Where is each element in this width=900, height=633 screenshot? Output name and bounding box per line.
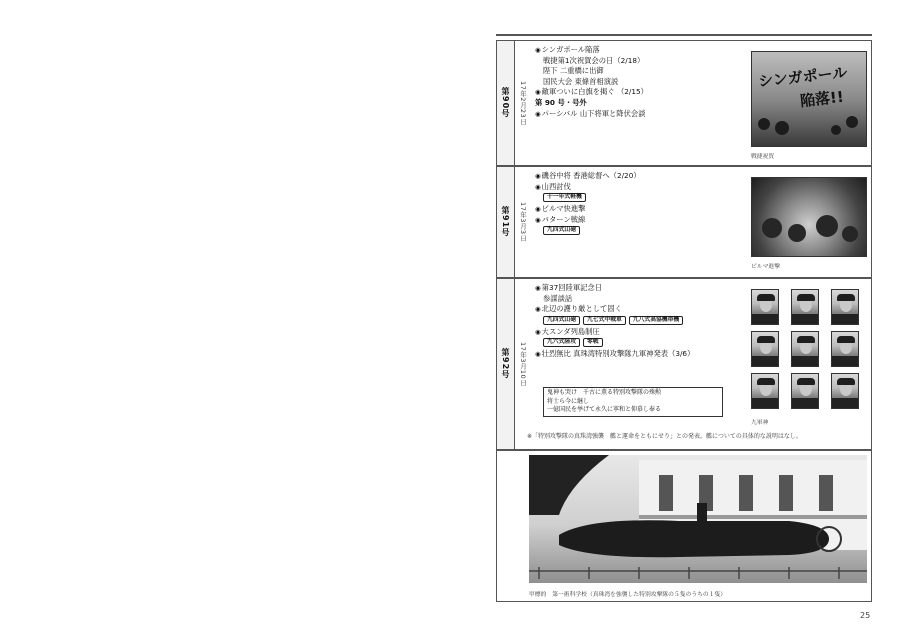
portrait [791, 289, 819, 325]
photo-caption: 甲標的 第一術科学校（真珠湾を強襲した特別攻撃隊の５隻のうちの１隻） [529, 592, 727, 598]
portrait [831, 289, 859, 325]
news-item: ◉ 大スンダ列島制圧 [535, 327, 740, 338]
equipment-tag: 九四式山砲 [543, 226, 580, 235]
date-column [515, 41, 532, 165]
issue-number: 第91号 [501, 206, 510, 238]
quote-line: 鬼神も哭け 千古に薫る特別攻撃隊の殊勲 [547, 389, 662, 396]
news-item: ◉ 敵軍ついに白旗を掲ぐ （2/15） [535, 87, 740, 98]
news-subitem: 参謀談話 [543, 293, 573, 303]
issue-cell [497, 279, 515, 449]
equipment-tag: 九八式高協機帯機 [629, 316, 683, 325]
portrait [791, 373, 819, 409]
news-item: ◉ 磯谷中将 香港総督へ（2/20） [535, 171, 740, 182]
singapore-poster [751, 51, 867, 147]
entries-list [535, 45, 740, 119]
top-rule [496, 34, 872, 36]
news-item: ◉ 第37回陸軍記念日 [535, 283, 740, 294]
equipment-tag: 九四式山砲 [543, 316, 580, 325]
burma-photo [751, 177, 867, 257]
footnote: ※「特別攻撃隊の真珠湾強襲 艦と運命をともにせり」との発表。艦についての具体的な説明はなし。 [527, 433, 802, 440]
issue-cell [497, 41, 515, 165]
poster-line-2: 陥落!! [799, 87, 845, 111]
portrait [831, 331, 859, 367]
issue-row-92 [496, 278, 872, 450]
issue-row-91 [496, 166, 872, 278]
news-item: ◉ パーシバル 山下将軍と降伏会談 [535, 109, 740, 120]
nine-heroes-portraits [751, 289, 867, 413]
news-item: ◉ バターン戦線 [535, 215, 740, 226]
portrait [751, 289, 779, 325]
release-date: 17年3月3日 [519, 202, 527, 242]
equipment-tag: 九七式中戦車 [583, 316, 626, 325]
submarine-image [529, 455, 867, 583]
entries-list [535, 283, 740, 360]
soldiers-image [752, 178, 867, 257]
issue-number: 第92号 [501, 348, 510, 380]
news-subitem: 国民大会 東條首相演説 [543, 76, 619, 86]
portrait [751, 331, 779, 367]
release-date: 17年2月23日 [519, 80, 527, 126]
news-item: ◉ シンガポール陥落 [535, 45, 740, 56]
quote-line: 一億国民を挙げて永久に寧和と仰慕し奉る [547, 406, 662, 413]
portrait [751, 373, 779, 409]
release-date: 17年3月10日 [519, 341, 527, 387]
equipment-tags [535, 338, 740, 347]
photo-caption: 九軍神 [751, 420, 769, 426]
issue-cell [497, 167, 515, 277]
issue-row-90 [496, 40, 872, 166]
entries-list [535, 171, 740, 237]
news-item: ◉ 山西討伐 [535, 182, 740, 193]
equipment-tag: 零戦 [583, 338, 603, 347]
midget-submarine-photo [529, 455, 867, 583]
portrait [791, 331, 819, 367]
news-item: ◉ ビルマ快進撃 [535, 204, 740, 215]
photo-caption: 戦捷祝賀 [751, 154, 775, 160]
page-number: 25 [860, 611, 871, 620]
bottom-photo-frame [496, 450, 872, 602]
equipment-tag: 九六式陸攻 [543, 338, 580, 347]
date-column [515, 279, 532, 449]
date-column [515, 167, 532, 277]
news-item: ◉ 北辺の護り厳として固く [535, 304, 740, 315]
portrait [831, 373, 859, 409]
news-item: ◉ 壮烈無比 真珠湾特別攻撃隊九軍神発表（3/6） [535, 349, 740, 360]
equipment-tags [535, 226, 740, 235]
equipment-tags [535, 193, 740, 202]
poster-line-1: シンガポール [757, 63, 849, 91]
quote-box [543, 387, 723, 417]
equipment-tag: 十一年式軽機 [543, 193, 586, 202]
equipment-tags [535, 316, 740, 325]
quote-line: 将士ら今に継し [547, 397, 590, 405]
issue-number: 第90号 [501, 87, 510, 119]
news-subitem: 戦捷第1次祝賀会の日（2/18） [543, 55, 645, 65]
special-report-heading: 第 90 号・号外 [535, 97, 587, 107]
photo-caption: ビルマ進撃 [751, 264, 780, 270]
crowd-image [752, 110, 867, 147]
news-subitem: 陛下 二重橋に出御 [543, 66, 604, 76]
